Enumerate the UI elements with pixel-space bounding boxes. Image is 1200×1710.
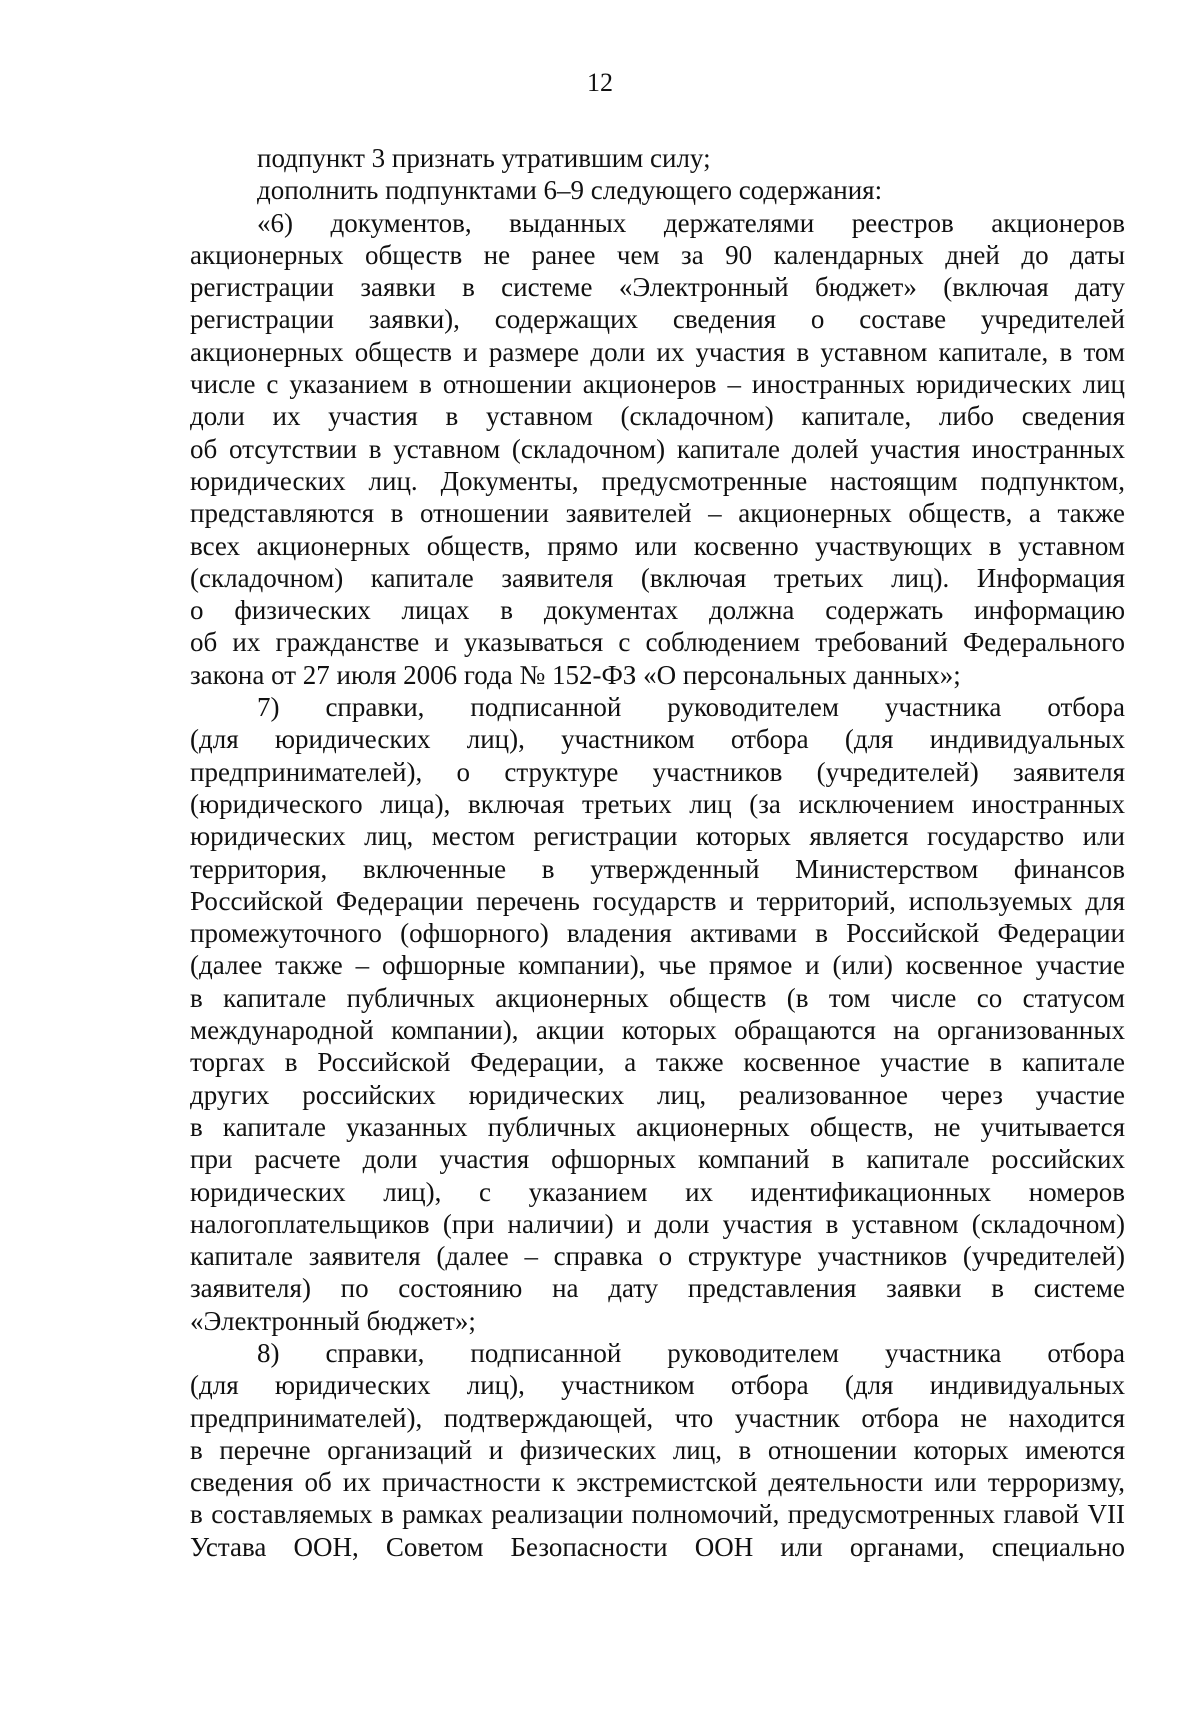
text-line: о физических лицах в документах должна содержать информацию: [190, 595, 1125, 626]
text-line: акционерных обществ и размере доли их участия в уставном капитале, в том: [190, 336, 1125, 367]
text-line: юридических лиц, местом регистрации которых является государство или: [190, 821, 1125, 852]
text-line: всех акционерных обществ, прямо или косвенно участвующих в уставном: [190, 530, 1125, 561]
text-line: 8) справки, подписанной руководителем участника отбора: [257, 1337, 1125, 1368]
text-line: международной компании), акции которых обращаются на организованных: [190, 1015, 1125, 1046]
text-line: регистрации заявки), содержащих сведения о составе учредителей: [190, 304, 1125, 335]
text-line: (складочном) капитале заявителя (включая третьих лиц). Информация: [190, 562, 1125, 593]
text-line: «6) документов, выданных держателями реестров акционеров: [257, 207, 1125, 238]
text-line: юридических лиц. Документы, предусмотренные настоящим подпунктом,: [190, 465, 1125, 496]
text-line: промежуточного (офшорного) владения активами в Российской Федерации: [190, 918, 1125, 949]
text-line: регистрации заявки в системе «Электронный бюджет» (включая дату: [190, 272, 1125, 303]
text-line: подпункт 3 признать утратившим силу;: [257, 143, 711, 173]
text-line: налогоплательщиков (при наличии) и доли участия в уставном (складочном): [190, 1208, 1125, 1239]
text-line: об отсутствии в уставном (складочном) капитале долей участия иностранных: [190, 433, 1125, 464]
text-line: других российских юридических лиц, реализованное через участие: [190, 1079, 1125, 1110]
text-line: доли их участия в уставном (складочном) капитале, либо сведения: [190, 401, 1125, 432]
text-line: дополнить подпунктами 6–9 следующего содержания:: [257, 175, 883, 206]
text-line: в капитале указанных публичных акционерных обществ, не учитывается: [190, 1111, 1125, 1142]
text-line: числе с указанием в отношении акционеров – иностранных юридических лиц: [190, 369, 1125, 400]
text-line: предпринимателей), подтверждающей, что участник отбора не находится: [190, 1402, 1125, 1433]
text-line: юридических лиц), с указанием их идентификационных номеров: [190, 1176, 1125, 1207]
text-line: об их гражданстве и указываться с соблюдением требований Федерального: [190, 627, 1125, 658]
text-line: Устава ООН, Советом Безопасности ООН или органами, специально: [190, 1531, 1125, 1562]
text-line: «Электронный бюджет»;: [190, 1305, 476, 1336]
text-line: предпринимателей), о структуре участников (учредителей) заявителя: [190, 756, 1125, 787]
text-line: (юридического лица), включая третьих лиц (за исключением иностранных: [190, 788, 1125, 819]
text-line: капитале заявителя (далее – справка о структуре участников (учредителей): [190, 1241, 1125, 1272]
text-line: торгах в Российской Федерации, а также косвенное участие в капитале: [190, 1047, 1125, 1078]
text-line: (для юридических лиц), участником отбора (для индивидуальных: [190, 724, 1125, 755]
document-body: [190, 142, 1125, 1563]
text-line: 7) справки, подписанной руководителем участника отбора: [257, 692, 1125, 723]
text-line: акционерных обществ не ранее чем за 90 календарных дней до даты: [190, 239, 1125, 270]
text-line: в перечне организаций и физических лиц, в отношении которых имеются: [190, 1434, 1125, 1465]
text-line: в составляемых в рамках реализации полномочий, предусмотренных главой VII: [190, 1499, 1125, 1530]
text-line: сведения об их причастности к экстремистской деятельности или терроризму,: [190, 1467, 1125, 1498]
text-line: территория, включенные в утвержденный Министерством финансов: [190, 853, 1125, 884]
text-line: представляются в отношении заявителей – акционерных обществ, а также: [190, 498, 1125, 529]
text-line: Российской Федерации перечень государств и территорий, используемых для: [190, 885, 1125, 916]
text-line: (для юридических лиц), участником отбора (для индивидуальных: [190, 1370, 1125, 1401]
text-line: при расчете доли участия офшорных компаний в капитале российских: [190, 1144, 1125, 1175]
text-line: в капитале публичных акционерных обществ (в том числе со статусом: [190, 982, 1125, 1013]
text-line: заявителя) по состоянию на дату представления заявки в системе: [190, 1273, 1125, 1304]
text-line: закона от 27 июля 2006 года № 152-ФЗ «О персональных данных»;: [190, 659, 961, 690]
page-number: 12: [587, 68, 613, 97]
text-line: (далее также – офшорные компании), чье прямое и (или) косвенное участие: [190, 950, 1125, 981]
